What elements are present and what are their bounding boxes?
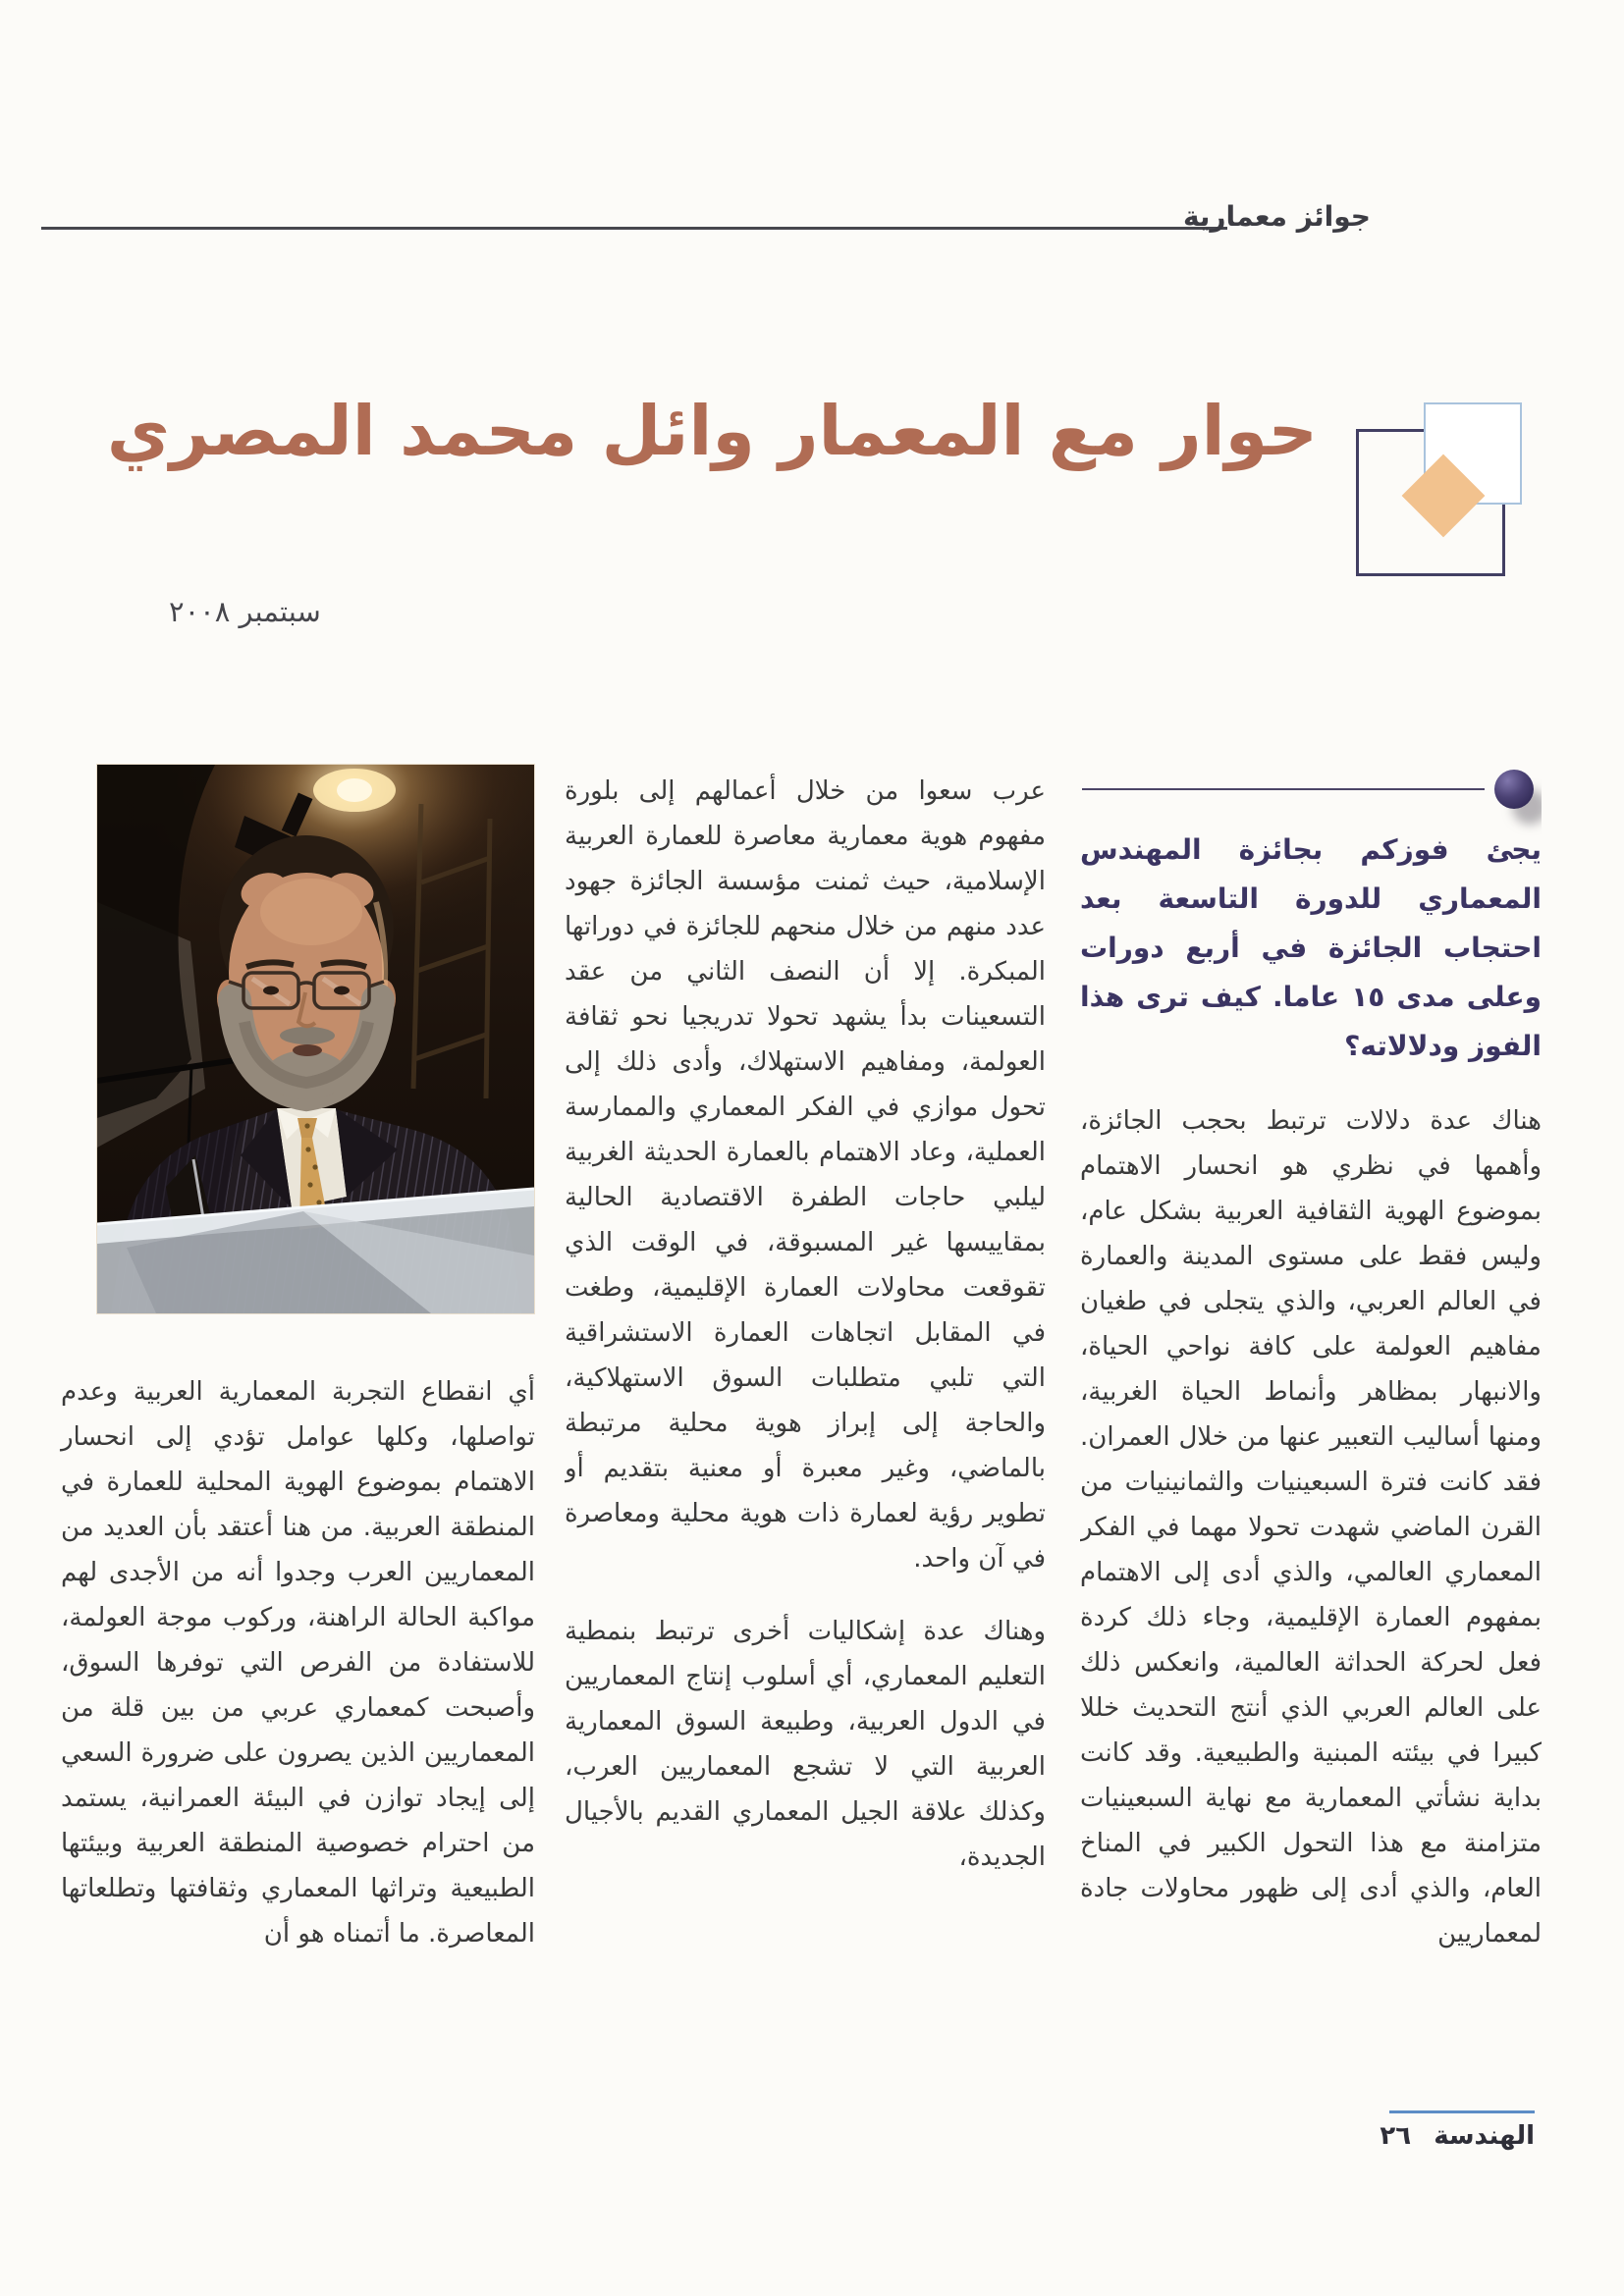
- page-number: ٢٦: [1380, 2121, 1412, 2151]
- column-middle: [565, 769, 1046, 2143]
- footer-rule: [1389, 2110, 1535, 2113]
- footer-folio: [1380, 2121, 1535, 2151]
- magazine-name: الهندسة: [1434, 2121, 1535, 2151]
- column-left: [61, 764, 535, 1956]
- section-label: جوائز معمارية: [1182, 200, 1371, 233]
- question-bullet-sphere: [1494, 770, 1534, 809]
- question-divider-line: [1082, 788, 1485, 790]
- squares-diamond-motif: [1353, 400, 1532, 579]
- answer-paragraph: وهناك عدة إشكاليات أخرى ترتبط بنمطية التعليم المعماري، أي أسلوب إنتاج المعماريين في الدول العربية، وطبيعة السوق المعمارية العربية التي لا تشجع المعماريين العرب، وكذلك علاقة الجيل المعماري القديم بالأجيال الجديدة،: [565, 1617, 1046, 1872]
- interview-question: يجئ فوزكم بجائزة المهندس المعماري للدورة التاسعة بعد احتجاب الجائزة في أربع دورات وعلى مدى ١٥ عاما. كيف ترى هذا الفوز ودلالاته؟: [1080, 833, 1542, 1062]
- answer-paragraph: أي انقطاع التجربة المعمارية العربية وعدم تواصلها، وكلها عوامل تؤدي إلى انحسار الاهتمام بموضوع الهوية المحلية للعمارة في المنطقة العربية. من هنا أعتقد بأن العديد من المعماريين العرب وجدوا أنه من الأجدى لهم مواكبة الحالة الراهنة، وركوب موجة العولمة، للاستفادة من الفرص التي توفرها السوق، وأصبحت كمعماري عربي من بين قلة من المعماريين الذين يصرون على ضرورة السعي إلى إيجاد توازن في البيئة العمرانية، يستمد من احترام خصوصية المنطقة العربية وبيئتها الطبيعية وتراثها المعماري وثقافتها وتطلعاتها المعاصرة. ما أتمناه هو أن: [61, 1377, 535, 1949]
- portrait-photo-illustration: [97, 765, 534, 1313]
- portrait-photo: [96, 764, 535, 1314]
- issue-date: سبتمبر ٢٠٠٨: [169, 595, 321, 628]
- answer-paragraph: عرب سعوا من خلال أعمالهم إلى بلورة مفهوم هوية معمارية معاصرة للعمارة العربية الإسلامية، حيث ثمنت مؤسسة الجائزة جهود عدد منهم من خلال منحهم للجائزة في دوراتها المبكرة. إلا أن النصف الثاني من عقد التسعينات بدأ يشهد تحولا تدريجيا نحو ثقافة العولمة، ومفاهيم الاستهلاك، وأدى ذلك إلى تحول موازي في الفكر المعماري والممارسة العملية، وعاد الاهتمام بالعمارة الحديثة الغربية ليلبي حاجات الطفرة الاقتصادية الحالية بمقاييسها غير المسبوقة، في الوقت الذي تقوقعت محاولات العمارة الإقليمية، وطغت في المقابل اتجاهات العمارة الاستشراقية التي تلبي متطلبات السوق الاستهلاكية، والحاجة إلى إبراز هوية محلية مرتبطة بالماضي، وغير معبرة أو معنية بتقديم أو تطوير رؤية لعمارة ذات هوية محلية ومعاصرة في آن واحد.: [565, 776, 1046, 1574]
- page-title: حوار مع المعمار وائل محمد المصري: [106, 391, 1318, 471]
- column-right: [1080, 769, 1542, 2100]
- question-divider: [1080, 769, 1542, 810]
- answer-paragraph: هناك عدة دلالات ترتبط بحجب الجائزة، وأهمها في نظري هو انحسار الاهتمام بموضوع الهوية الثقافية العربية بشكل عام، وليس فقط على مستوى المدينة والعمارة في العالم العربي، والذي يتجلى في طغيان مفاهيم العولمة على كافة نواحي الحياة، والانبهار بمظاهر وأنماط الحياة الغربية، ومنها أساليب التعبير عنها من خلال العمران. فقد كانت فترة السبعينيات والثمانينيات من القرن الماضي شهدت تحولا مهما في الفكر المعماري العالمي، والذي أدى إلى الاهتمام بمفهوم العمارة الإقليمية، وجاء ذلك كردة فعل لحركة الحداثة العالمية، وانعكس ذلك على العالم العربي الذي أنتج التحديث خللا كبيرا في بيئته المبنية والطبيعية. وقد كانت بداية نشأتي المعمارية مع نهاية السبعينيات متزامنة مع هذا التحول الكبير في المناخ العام، والذي أدى إلى ظهور محاولات جادة لمعماريين: [1080, 1106, 1542, 1949]
- header-rule: [41, 227, 1227, 230]
